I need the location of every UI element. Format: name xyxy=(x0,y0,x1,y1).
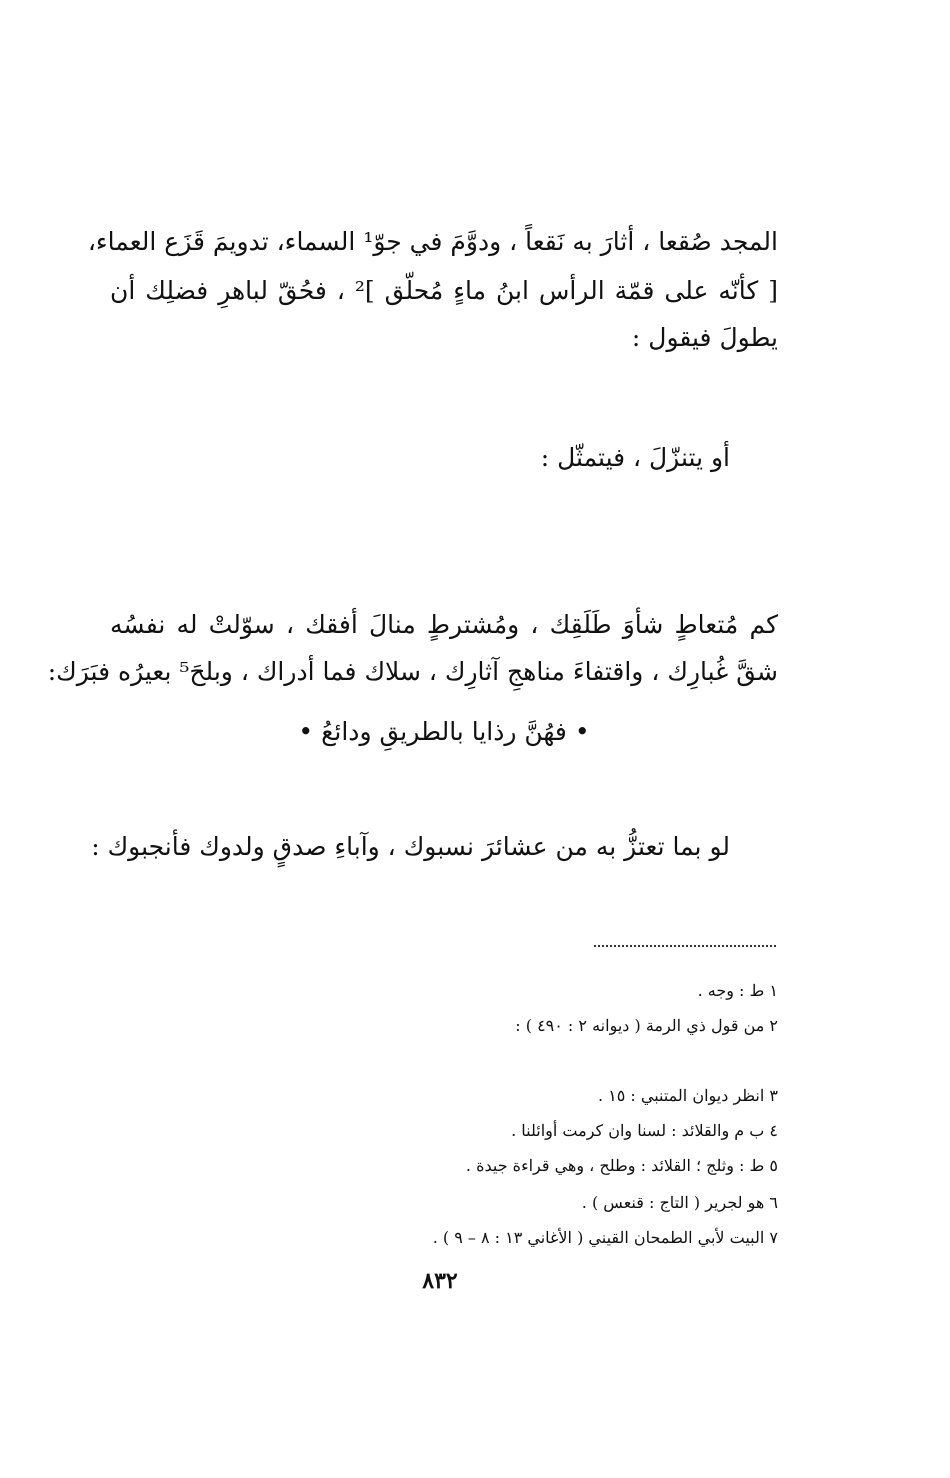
body-line: المجد صُقعا ، أثارَ به نَقعاً ، ودوَّمَ في جوّ¹ السماء، تدويمَ قَزَع العماء، xyxy=(87,227,778,256)
footnote: ٧ البيت لأبي الطمحان القيني ( الأغاني ١٣ : ٨ – ٩ ) . xyxy=(432,1228,778,1247)
footnote: ١ ط : وجه . xyxy=(697,981,778,1000)
footnote: ٤ ب م والقلائد : لسنا وان كرمت أوائلنا . xyxy=(511,1121,778,1140)
body-line: يطولَ فيقول : xyxy=(631,323,778,352)
page-number: ٨٣٢ xyxy=(422,1268,458,1294)
footnote: ٥ ط : وثلج ؛ القلائد : وطلح ، وهي قراءة جيدة . xyxy=(465,1156,778,1175)
footnote: ٦ هو لجرير ( التاج : قنعس ) . xyxy=(581,1193,778,1212)
footnote-separator xyxy=(594,945,776,947)
footnote: ٣ انظر ديوان المتنبي : ١٥ . xyxy=(597,1086,778,1105)
body-line: أو يتنزّلَ ، فيتمثّل : xyxy=(540,443,730,472)
footnote: ٢ من قول ذي الرمة ( ديوانه ٢ : ٤٩٠ ) : xyxy=(515,1016,778,1035)
body-line: [ كأنّه على قمّة الرأس ابنُ ماءٍ مُحلّق ]² ، فحُقّ لباهرِ فضلِك أن xyxy=(110,276,778,305)
body-line: شقَّ غُبارِك ، واقتفاءَ مناهجِ آثارِك ، سلاك فما أدراك ، وبلحَ⁵ بعيرُه فبَرَك: xyxy=(47,657,778,686)
body-line: كم مُتعاطٍ شأوَ طَلَقِك ، ومُشترطٍ منالَ أفقك ، سوّلتْ له نفسُه xyxy=(110,610,778,639)
centered-hemistich: • فهُنَّ رذايا بالطريقِ ودائعُ • xyxy=(298,717,590,746)
body-line: لو بما تعتزُّ به من عشائرَ نسبوك ، وآباءِ صدقٍ ولدوك فأنجبوك : xyxy=(91,832,730,861)
